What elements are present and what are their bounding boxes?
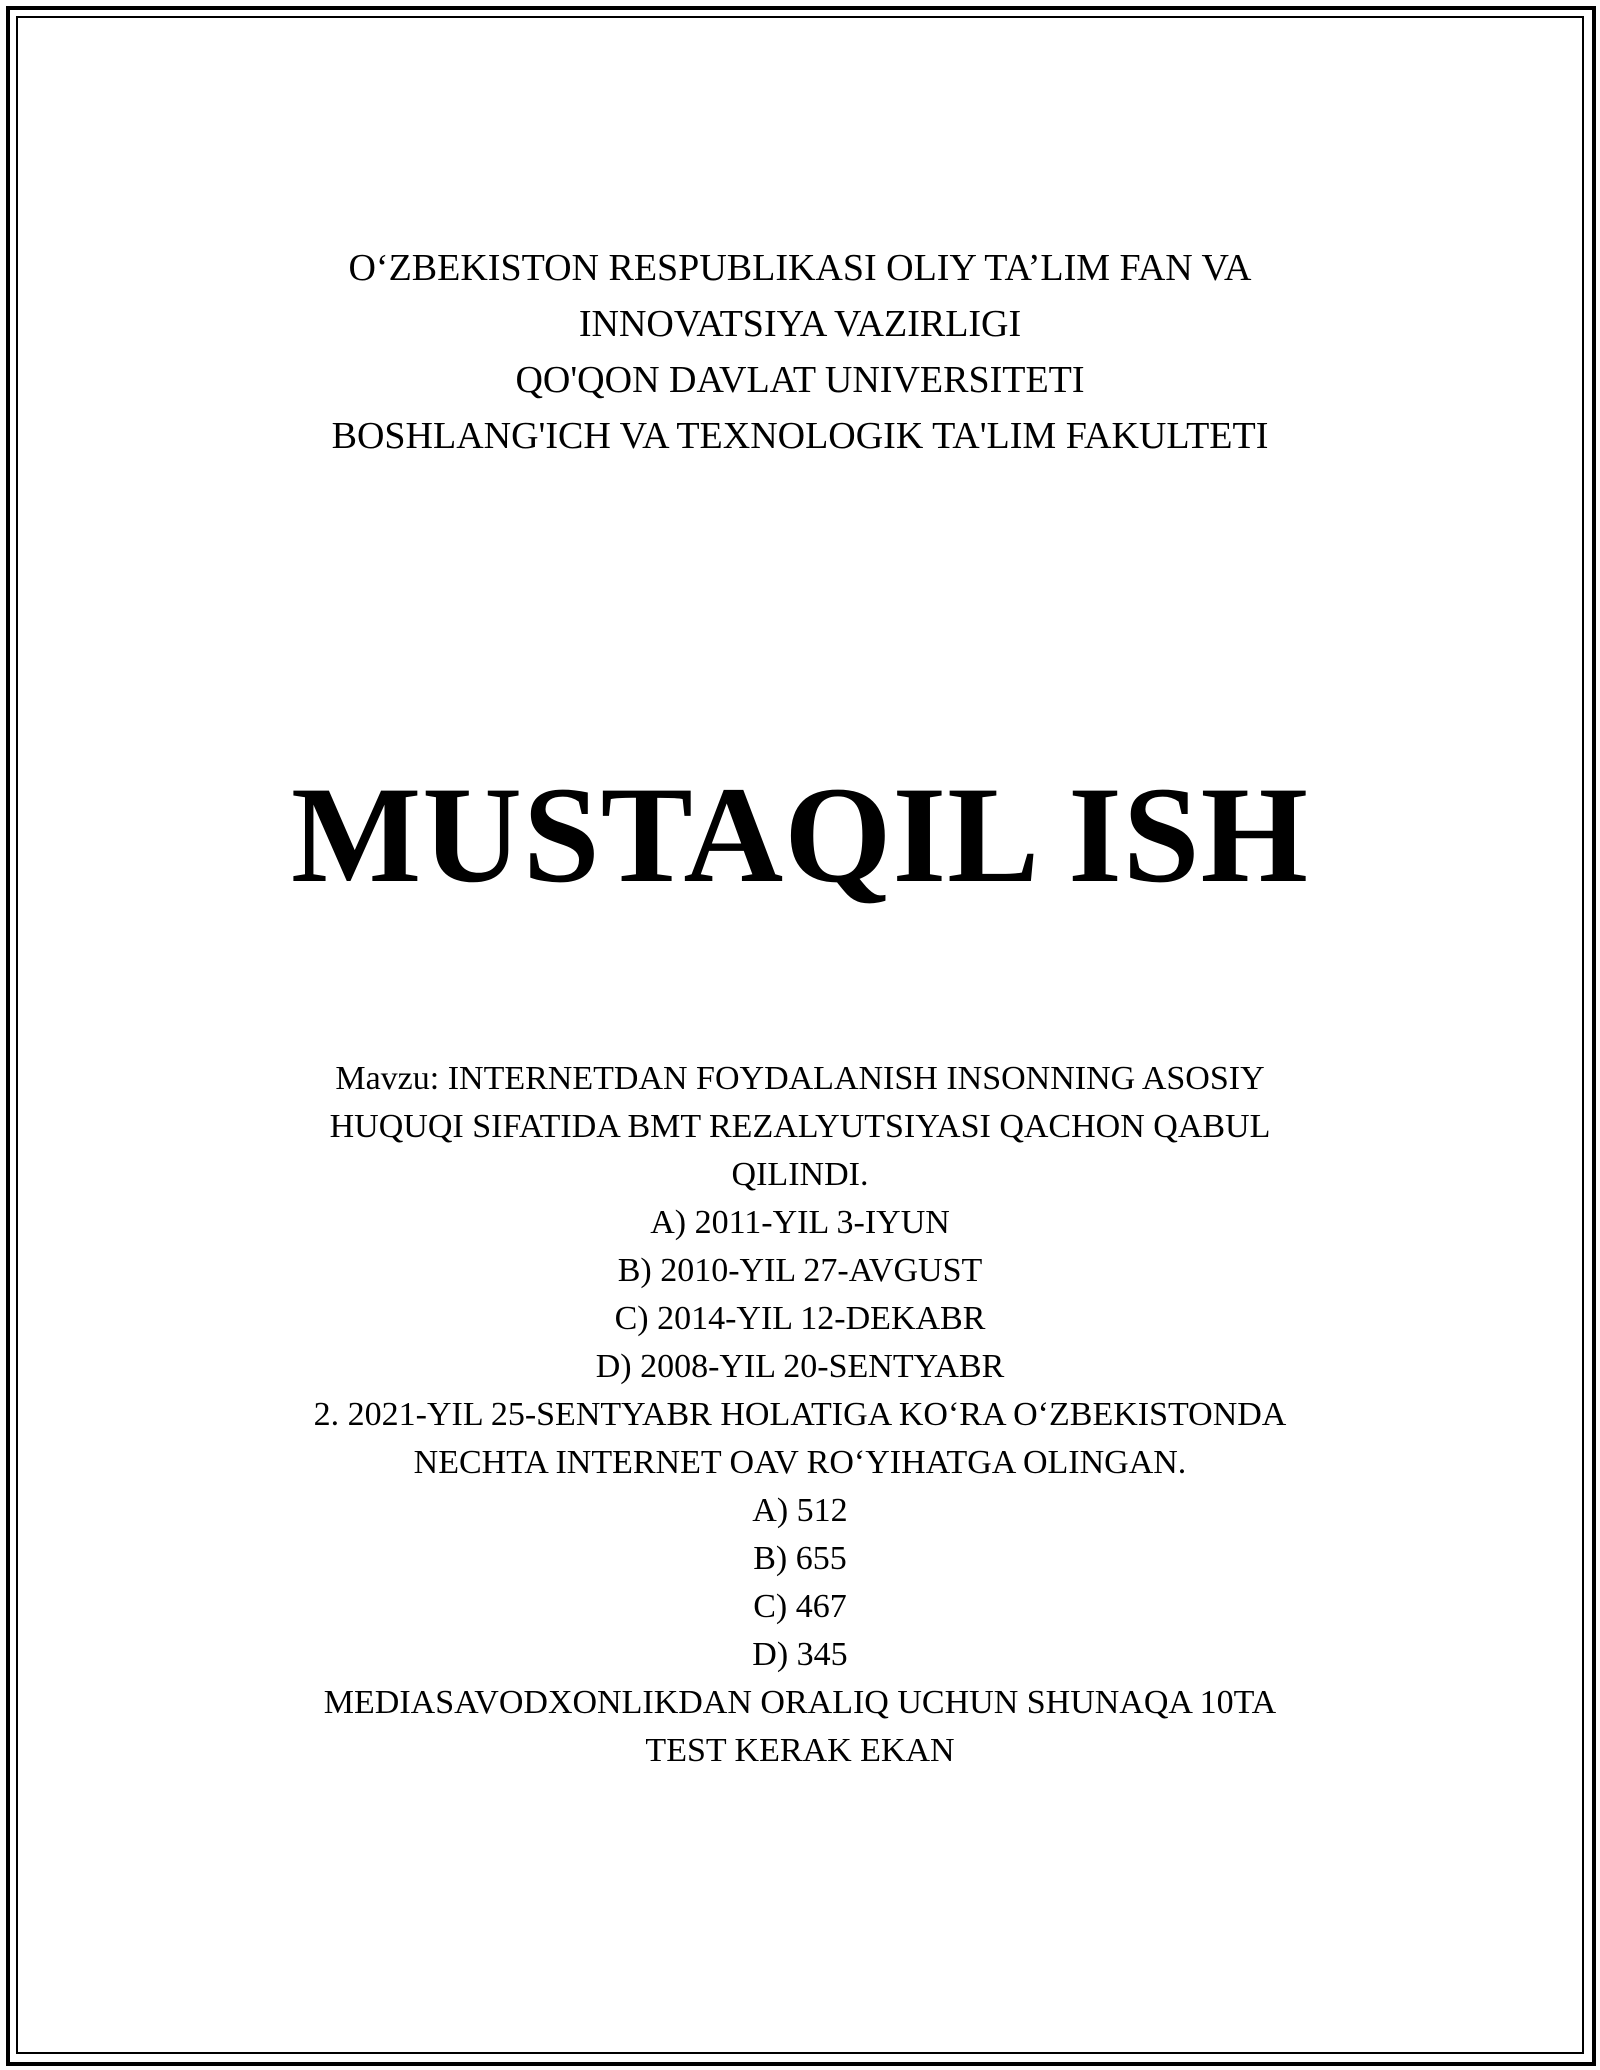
answer-option: A) 512	[752, 1492, 848, 1529]
answer-option: B) 2010-YIL 27-AVGUST	[617, 1252, 983, 1289]
header-line: BOSHLANG'ICH VA TEXNOLOGIK TA'LIM FAKULTETI	[331, 415, 1269, 457]
topic-line: QILINDI.	[731, 1156, 869, 1193]
header-line: O‘ZBEKISTON RESPUBLIKASI OLIY TA’LIM FAN VA	[348, 247, 1252, 289]
answer-option: B) 655	[753, 1540, 847, 1577]
topic-line: Mavzu: INTERNETDAN FOYDALANISH INSONNING ASOSIY	[335, 1060, 1265, 1097]
note-line: MEDIASAVODXONLIKDAN ORALIQ UCHUN SHUNAQA 10TA	[323, 1684, 1277, 1721]
answer-option: D) 345	[752, 1636, 848, 1673]
topic-line: HUQUQI SIFATIDA BMT REZALYUTSIYASI QACHON QABUL	[329, 1108, 1271, 1145]
institution-header	[0, 240, 1600, 464]
answer-option: C) 2014-YIL 12-DEKABR	[614, 1300, 986, 1337]
note-line: TEST KERAK EKAN	[645, 1732, 955, 1769]
header-line: QO'QON DAVLAT UNIVERSITETI	[515, 359, 1085, 401]
question-line: 2. 2021-YIL 25-SENTYABR HOLATIGA KO‘RA O‘ZBEKISTONDA	[313, 1396, 1287, 1433]
header-line: INNOVATSIYA VAZIRLIGI	[578, 303, 1022, 345]
answer-option: C) 467	[753, 1588, 847, 1625]
answer-option: D) 2008-YIL 20-SENTYABR	[595, 1348, 1005, 1385]
document-title: MUSTAQIL ISH	[291, 758, 1309, 911]
question-line: NECHTA INTERNET OAV RO‘YIHATGA OLINGAN.	[413, 1444, 1187, 1481]
document-body	[0, 1055, 1600, 1775]
answer-option: A) 2011-YIL 3-IYUN	[650, 1204, 950, 1241]
